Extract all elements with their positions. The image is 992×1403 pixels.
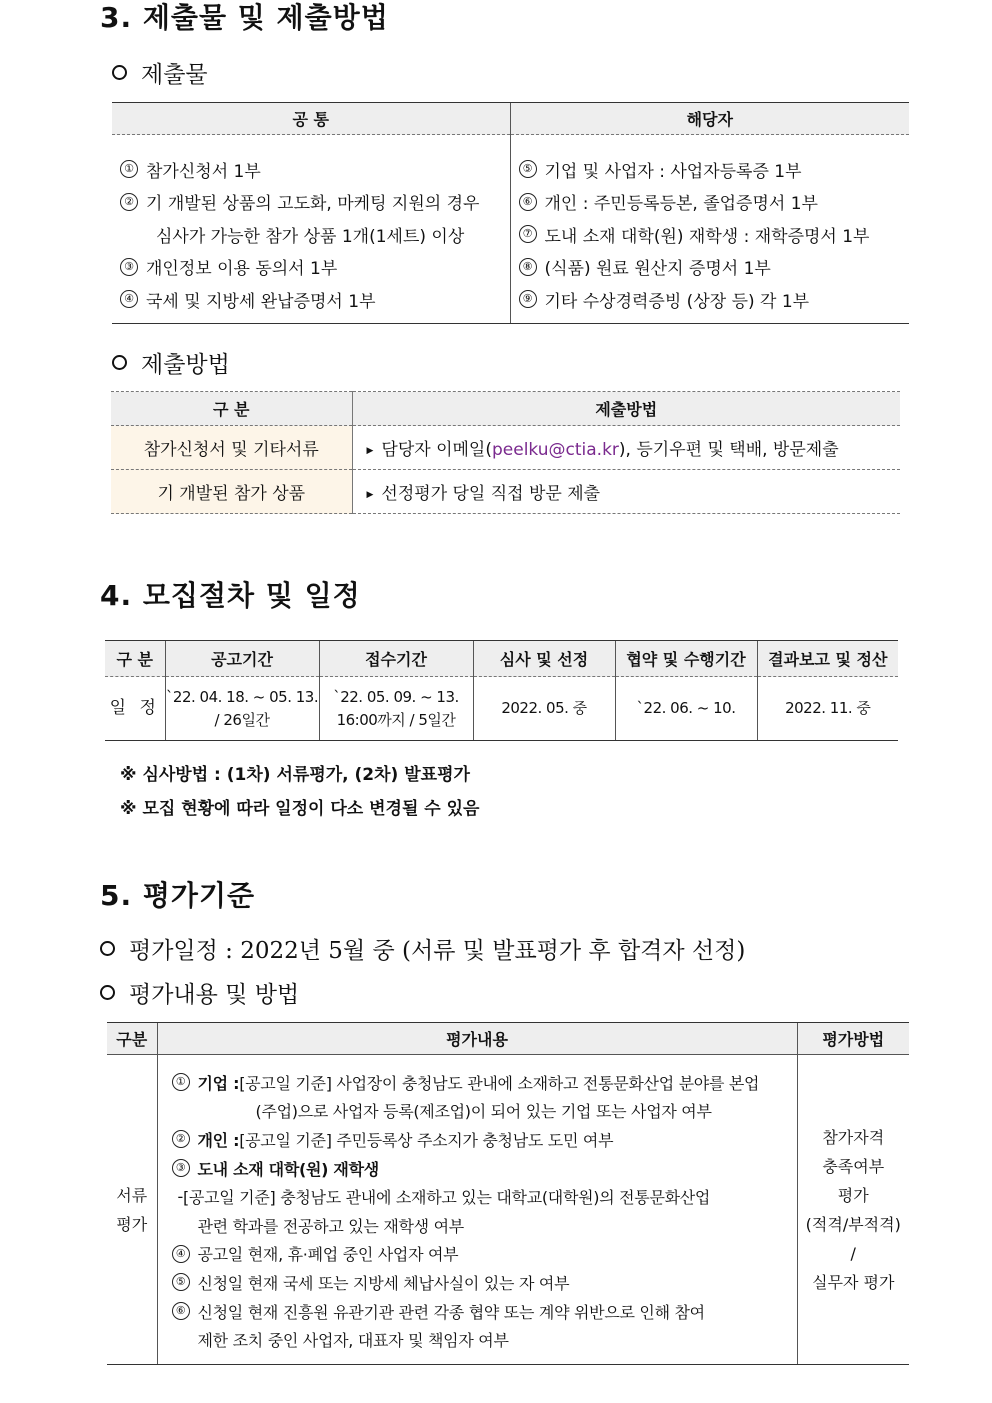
evaluation-method: 참가자격 충족여부 평가 (적격/부적격) / 실무자 평가 xyxy=(797,1055,909,1365)
number-badge: ① xyxy=(172,1073,190,1091)
submissions-header-common: 공 통 xyxy=(112,103,510,135)
list-item: ④ 공고일 현재, 휴·폐업 중인 사업자 여부 xyxy=(172,1240,789,1269)
method-category: 기 개발된 참가 상품 xyxy=(111,470,352,514)
list-item: ② 기 개발된 상품의 고도화, 마케팅 지원의 경우 xyxy=(120,186,510,219)
number-badge: ③ xyxy=(172,1159,190,1177)
method-description: ▶ 담당자 이메일(peelku@ctia.kr), 등기우편 및 택배, 방문제출 xyxy=(352,426,900,470)
submission-method-table xyxy=(111,391,900,514)
table-row xyxy=(105,677,898,741)
list-item: ③ 개인정보 이용 동의서 1부 xyxy=(120,251,510,284)
list-item: 관련 학과를 전공하고 있는 재학생 여부 xyxy=(197,1216,464,1236)
evaluation-header-method: 평가방법 xyxy=(797,1023,909,1055)
list-item: ② 개인 : [공고일 기준] 주민등록상 주소지가 충청남도 도민 여부 xyxy=(172,1125,789,1154)
list-item: ⑥ 개인 : 주민등록등본, 졸업증명서 1부 xyxy=(519,186,910,219)
schedule-cell: `22. 06. ~ 10. xyxy=(615,677,757,741)
schedule-cell: 2022. 11. 중 xyxy=(757,677,898,741)
email-link[interactable]: peelku@ctia.kr xyxy=(492,440,619,460)
list-item: ⑨ 기타 수상경력증빙 (상장 등) 각 1부 xyxy=(519,283,910,316)
schedule-table xyxy=(105,640,898,741)
schedule-row-label: 일 정 xyxy=(105,677,165,741)
schedule-header: 협약 및 수행기간 xyxy=(615,641,757,677)
schedule-header: 공고기간 xyxy=(165,641,319,677)
submissions-header-target: 해당자 xyxy=(510,103,909,135)
schedule-header: 접수기간 xyxy=(319,641,473,677)
number-badge: ⑧ xyxy=(519,258,537,276)
list-item: (주업)으로 사업자 등록(제조업)이 되어 있는 기업 또는 사업자 여부 xyxy=(255,1102,712,1122)
list-item: 심사가 가능한 참가 상품 1개(1세트) 이상 xyxy=(156,226,465,247)
evaluation-header-content: 평가내용 xyxy=(157,1023,797,1055)
schedule-header: 결과보고 및 정산 xyxy=(757,641,898,677)
list-item: ④ 국세 및 지방세 완납증명서 1부 xyxy=(120,283,510,316)
number-badge: ① xyxy=(120,160,138,178)
list-item: ⑥ 신청일 현재 진흥원 유관기관 관련 각종 협약 또는 계약 위반으로 인해 참여 xyxy=(172,1297,789,1326)
number-badge: ⑦ xyxy=(519,225,537,243)
schedule-cell: `22. 04. 18. ~ 05. 13. / 26일간 xyxy=(165,677,319,741)
evaluation-content xyxy=(157,1055,797,1365)
triangle-bullet-icon: ▶ xyxy=(366,490,374,500)
section5-sub-content: 평가내용 및 방법 xyxy=(100,976,299,1009)
circle-bullet-icon xyxy=(100,985,115,1000)
number-badge: ② xyxy=(120,193,138,211)
number-badge: ⑤ xyxy=(519,160,537,178)
list-item: ① 참가신청서 1부 xyxy=(120,153,510,186)
note-review-method: ※ 심사방법 : (1차) 서류평가, (2차) 발표평가 xyxy=(120,765,470,785)
submissions-table xyxy=(112,102,909,324)
table-row xyxy=(111,470,900,514)
list-item: ⑧ (식품) 원료 원산지 증명서 1부 xyxy=(519,251,910,284)
circle-bullet-icon xyxy=(112,355,127,370)
triangle-bullet-icon: ▶ xyxy=(366,446,374,456)
method-description: ▶ 선정평가 당일 직접 방문 제출 xyxy=(352,470,900,514)
list-item: ⑦ 도내 소재 대학(원) 재학생 : 재학증명서 1부 xyxy=(519,218,910,251)
section3-sub-method: 제출방법 xyxy=(112,346,230,379)
note-schedule-change: ※ 모집 현황에 따라 일정이 다소 변경될 수 있음 xyxy=(120,799,480,819)
table-row xyxy=(107,1055,909,1365)
circle-bullet-icon xyxy=(112,65,127,80)
list-item: - [공고일 기준] 충청남도 관내에 소재하고 있는 대학교(대학원)의 전통문화산업 xyxy=(177,1187,711,1208)
method-header-category: 구 분 xyxy=(111,392,352,426)
evaluation-header-category: 구분 xyxy=(107,1023,157,1055)
number-badge: ⑥ xyxy=(172,1302,190,1320)
schedule-header: 심사 및 선정 xyxy=(473,641,615,677)
list-item: ① 기업 : [공고일 기준] 사업장이 충청남도 관내에 소재하고 전통문화산업 분야를 본업 xyxy=(172,1068,789,1097)
number-badge: ④ xyxy=(120,290,138,308)
number-badge: ② xyxy=(172,1130,190,1148)
section3-sub-submissions: 제출물 xyxy=(112,56,208,89)
section5-title: 5. 평가기준 xyxy=(100,879,256,912)
method-header-method: 제출방법 xyxy=(352,392,900,426)
section5-sub-schedule: 평가일정 : 2022년 5월 중 (서류 및 발표평가 후 합격자 선정) xyxy=(100,932,745,965)
table-row xyxy=(111,426,900,470)
list-item: ③ 도내 소재 대학(원) 재학생 xyxy=(172,1154,789,1183)
evaluation-table xyxy=(107,1022,909,1365)
evaluation-category: 서류 평가 xyxy=(107,1055,157,1365)
number-badge: ⑨ xyxy=(519,290,537,308)
number-badge: ⑥ xyxy=(519,193,537,211)
schedule-header: 구 분 xyxy=(105,641,165,677)
section4-title: 4. 모집절차 및 일정 xyxy=(100,579,361,612)
method-category: 참가신청서 및 기타서류 xyxy=(111,426,352,470)
circle-bullet-icon xyxy=(100,941,115,956)
section3-title: 3. 제출물 및 제출방법 xyxy=(100,1,389,34)
submissions-common-cell xyxy=(112,135,510,324)
list-item: ⑤ 신청일 현재 국세 또는 지방세 체납사실이 있는 자 여부 xyxy=(172,1268,789,1297)
number-badge: ④ xyxy=(172,1245,190,1263)
schedule-cell: 2022. 05. 중 xyxy=(473,677,615,741)
schedule-cell: `22. 05. 09. ~ 13. 16:00까지 / 5일간 xyxy=(319,677,473,741)
list-item: 제한 조치 중인 사업자, 대표자 및 책임자 여부 xyxy=(197,1331,509,1351)
submissions-target-cell xyxy=(510,135,909,324)
list-item: ⑤ 기업 및 사업자 : 사업자등록증 1부 xyxy=(519,153,910,186)
number-badge: ③ xyxy=(120,258,138,276)
number-badge: ⑤ xyxy=(172,1273,190,1291)
